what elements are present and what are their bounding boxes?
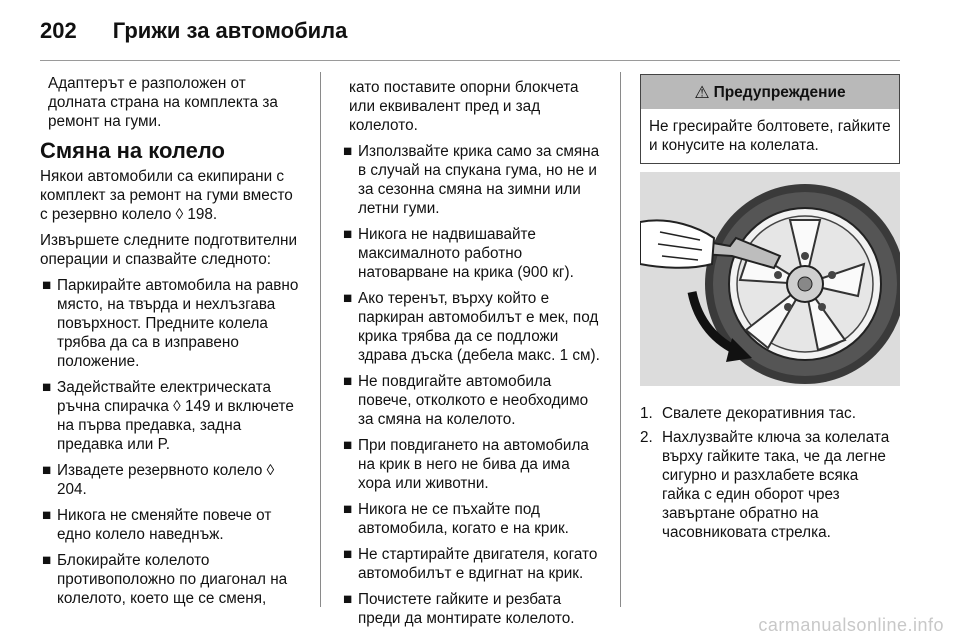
list-item: ■ Задействайте електрическата ръчна спирачка ◊ 149 и включете на първа предавка, задна предавка или P. [42, 379, 294, 453]
header-rule [40, 60, 900, 61]
bullet-icon: ■ [42, 552, 52, 569]
list-item: ■ Не стартирайте двигателя, когато автомобилът е вдигнат на крик. [343, 546, 598, 582]
bullet-icon: ■ [343, 226, 353, 243]
page-header [40, 18, 347, 50]
list-item: ■ Никога не се пъхайте под автомобила, когато е на крик. [343, 501, 569, 537]
list-item: ■ Почистете гайките и резбата преди да монтирате колелото. [343, 591, 575, 627]
page-number: 202 [40, 18, 77, 43]
paragraph: Извършете следните подготвителни операции и спазвайте следното: [40, 232, 298, 268]
step-item: 1. Свалете декоративния тас. [640, 405, 856, 422]
step-item: 2. Нахлузвайте ключа за колелата върху гайките така, че да легне сигурно и разхлабете всяка гайка с един оборот чрез завъртане обратно на часовниковата стрелка. [640, 429, 890, 541]
warning-header [641, 75, 899, 109]
list-item: ■ Ако теренът, върху който е паркиран автомобилът е мек, под крика трябва да се подложи здрава дъска (дебела макс. 1 см). [343, 290, 600, 364]
section-heading: Смяна на колело [40, 138, 225, 163]
bullet-icon: ■ [343, 437, 353, 454]
list-item: ■ Паркирайте автомобила на равно място, на твърда и нехлъзгава повърхност. Предните колела трябва да са в изправено положение. [42, 277, 299, 370]
bullet-list [40, 276, 302, 608]
bullet-icon: ■ [42, 277, 52, 294]
warning-text: Не гресирайте болтовете, гайките и конусите на колелата. [649, 118, 891, 154]
paragraph: Някои автомобили са екипирани с комплект за ремонт на гуми вместо с резервно колело ◊ 198. [40, 168, 293, 223]
watermark: carmanualsonline.info [758, 615, 944, 635]
column-2 [341, 78, 605, 635]
list-item: ■ Използвайте крика само за смяна в случай на спукана гума, но не и за сезонна смяна на зимни или летни гуми. [343, 143, 600, 217]
list-item: ■ Блокирайте колелото противоположно по диагонал на колелото, което ще се сменя, [42, 552, 288, 607]
list-item: ■ Не повдигайте автомобила повече, отколкото е необходимо за смяна на колелото. [343, 373, 589, 428]
list-item: ■ Никога не надвишавайте максималното работно натоварване на крика (900 кг). [343, 226, 574, 281]
column-divider [320, 72, 321, 607]
bullet-icon: ■ [42, 462, 52, 479]
page-title: Грижи за автомобила [112, 18, 348, 43]
bullet-icon: ■ [42, 379, 52, 396]
column-3 [640, 74, 900, 547]
bullet-icon: ■ [42, 507, 52, 524]
wheel-wrench-illustration [640, 172, 900, 386]
list-item: ■ При повдигането на автомобила на крик в него не бива да има хора или животни. [343, 437, 589, 492]
bullet-icon: ■ [343, 546, 353, 563]
continuation-paragraph: като поставите опорни блокчета или еквивалент пред и зад колелото. [349, 79, 579, 134]
warning-box [640, 74, 900, 164]
bullet-icon: ■ [343, 591, 353, 608]
bullet-icon: ■ [343, 373, 353, 390]
warning-title: Предупреждение [713, 83, 846, 101]
column-divider [620, 72, 621, 607]
warning-triangle-icon: ⚠ [694, 82, 710, 102]
intro-paragraph: Адаптерът е разположен от долната страна на комплекта за ремонт на гуми. [48, 75, 278, 130]
bullet-list [341, 142, 605, 628]
steps-list [640, 404, 900, 542]
bullet-icon: ■ [343, 501, 353, 518]
column-1 [40, 74, 302, 615]
bullet-icon: ■ [343, 143, 353, 160]
list-item: ■ Никога не сменяйте повече от едно колело наведнъж. [42, 507, 272, 543]
list-item: ■ Извадете резервното колело ◊ 204. [42, 462, 275, 498]
bullet-icon: ■ [343, 290, 353, 307]
wheel-illustration-svg [640, 172, 900, 386]
